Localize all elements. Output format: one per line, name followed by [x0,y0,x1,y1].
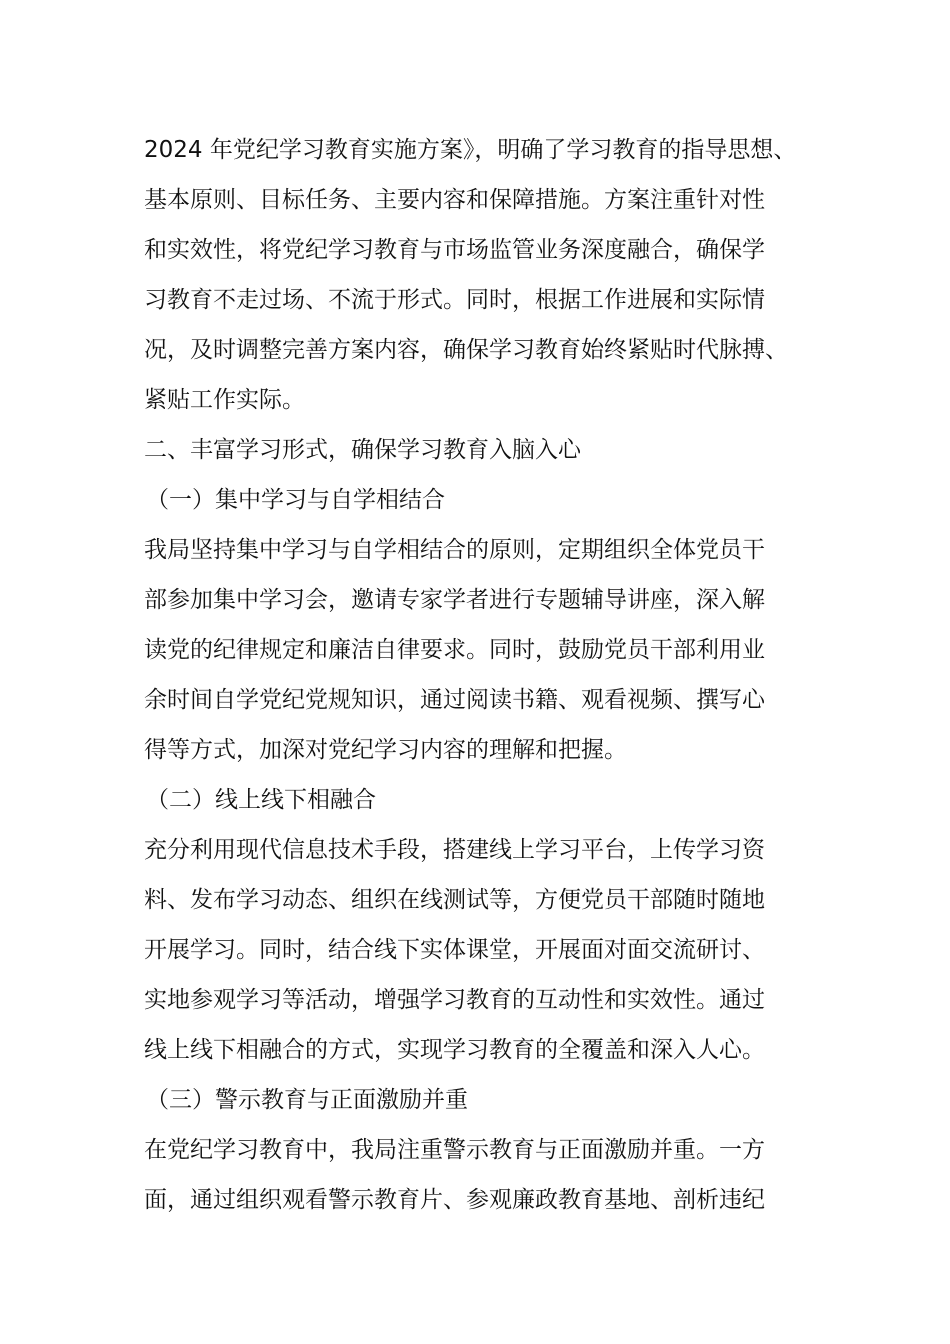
paragraph-line: 实地参观学习等活动，增强学习教育的互动性和实效性。通过 [144,987,765,1013]
paragraph-line: 充分利用现代信息技术手段，搭建线上学习平台，上传学习资 [144,837,765,863]
paragraph-line: 和实效性，将党纪学习教育与市场监管业务深度融合，确保学 [144,237,765,263]
paragraph-line: 余时间自学党纪党规知识，通过阅读书籍、观看视频、撰写心 [144,687,765,713]
paragraph-line: 开展学习。同时，结合线下实体课堂，开展面对面交流研讨、 [144,937,765,963]
paragraph-plan-overview [144,125,834,425]
subsection-heading-3: （三）警示教育与正面激励并重 [146,1087,468,1113]
paragraph-line: 部参加集中学习会，邀请专家学者进行专题辅导讲座，深入解 [144,587,765,613]
paragraph-line: 2024 年党纪学习教育实施方案》，明确了学习教育的指导思想、 [144,137,797,163]
paragraph-line: 紧贴工作实际。 [144,387,305,413]
section-heading-2: 二、丰富学习形式，确保学习教育入脑入心 [144,437,581,463]
paragraph-line: 料、发布学习动态、组织在线测试等，方便党员干部随时随地 [144,887,765,913]
paragraph-line: 我局坚持集中学习与自学相结合的原则，定期组织全体党员干 [144,537,765,563]
document-body [144,125,834,1225]
paragraph-line: 基本原则、目标任务、主要内容和保障措施。方案注重针对性 [144,187,765,213]
paragraph-online-offline [144,825,834,1075]
paragraph-line: 线上线下相融合的方式，实现学习教育的全覆盖和深入人心。 [144,1037,765,1063]
paragraph-collective-self-study [144,525,834,775]
paragraph-line: 在党纪学习教育中，我局注重警示教育与正面激励并重。一方 [144,1137,765,1163]
subsection-heading-1: （一）集中学习与自学相结合 [146,487,445,513]
paragraph-line: 读党的纪律规定和廉洁自律要求。同时，鼓励党员干部利用业 [144,637,765,663]
paragraph-line: 习教育不走过场、不流于形式。同时，根据工作进展和实际情 [144,287,765,313]
subsection-heading-2: （二）线上线下相融合 [146,787,376,813]
paragraph-line: 得等方式，加深对党纪学习内容的理解和把握。 [144,737,627,763]
paragraph-warning-education [144,1125,834,1225]
paragraph-line: 面，通过组织观看警示教育片、参观廉政教育基地、剖析违纪 [144,1187,765,1213]
paragraph-line: 况，及时调整完善方案内容，确保学习教育始终紧贴时代脉搏、 [144,337,788,363]
